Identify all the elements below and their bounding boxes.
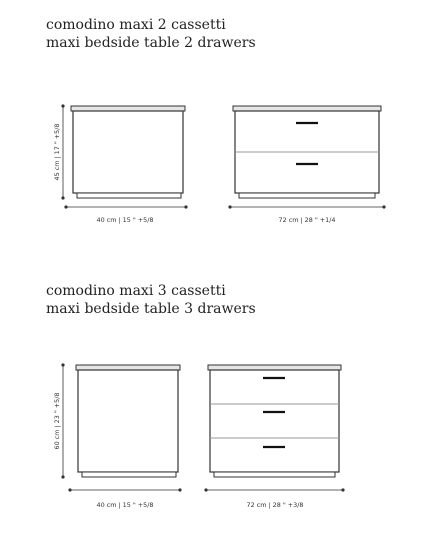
side-view	[53, 104, 188, 224]
section-1-title	[46, 16, 256, 52]
side-view	[53, 363, 182, 509]
side-view-body	[78, 370, 178, 472]
width-dimension-endpoint-icon	[204, 488, 207, 491]
side-view-base	[77, 193, 181, 198]
height-dimension-endpoint-icon	[61, 363, 64, 366]
front-view-body	[210, 370, 339, 472]
section-2-title	[46, 282, 256, 318]
front-view-base	[239, 193, 375, 198]
front-view-width-label: 72 cm | 28 " +3/8	[246, 501, 304, 509]
section-2-title-italian: comodino maxi 3 cassetti	[46, 283, 226, 299]
front-view-top	[208, 365, 341, 370]
section-1-title-english: maxi bedside table 2 drawers	[46, 35, 256, 51]
height-dimension-endpoint-icon	[61, 475, 64, 478]
two-drawer-table-drawing	[0, 96, 446, 236]
side-view-top	[71, 106, 185, 111]
front-view-top	[233, 106, 381, 111]
front-view	[204, 365, 344, 509]
side-view-base	[82, 472, 176, 477]
front-view-base	[214, 472, 335, 477]
width-dimension-endpoint-icon	[68, 488, 71, 491]
three-drawer-table-drawing	[0, 352, 446, 522]
side-view-width-label: 40 cm | 15 " +5/8	[96, 216, 154, 224]
front-view-width-label: 72 cm | 28 " +1/4	[278, 216, 336, 224]
side-view-height-label: 60 cm | 23 " +5/8	[53, 392, 61, 450]
width-dimension-endpoint-icon	[228, 205, 231, 208]
height-dimension-endpoint-icon	[61, 196, 64, 199]
side-view-top	[76, 365, 180, 370]
height-dimension-endpoint-icon	[61, 104, 64, 107]
side-view-width-label: 40 cm | 15 " +5/8	[96, 501, 154, 509]
width-dimension-endpoint-icon	[178, 488, 181, 491]
side-view-height-label: 45 cm | 17 " +5/8	[53, 123, 61, 181]
width-dimension-endpoint-icon	[64, 205, 67, 208]
section-1-title-italian: comodino maxi 2 cassetti	[46, 17, 226, 33]
width-dimension-endpoint-icon	[184, 205, 187, 208]
side-view-body	[73, 111, 183, 193]
section-2-title-english: maxi bedside table 3 drawers	[46, 301, 256, 317]
width-dimension-endpoint-icon	[341, 488, 344, 491]
width-dimension-endpoint-icon	[382, 205, 385, 208]
front-view	[228, 106, 385, 224]
